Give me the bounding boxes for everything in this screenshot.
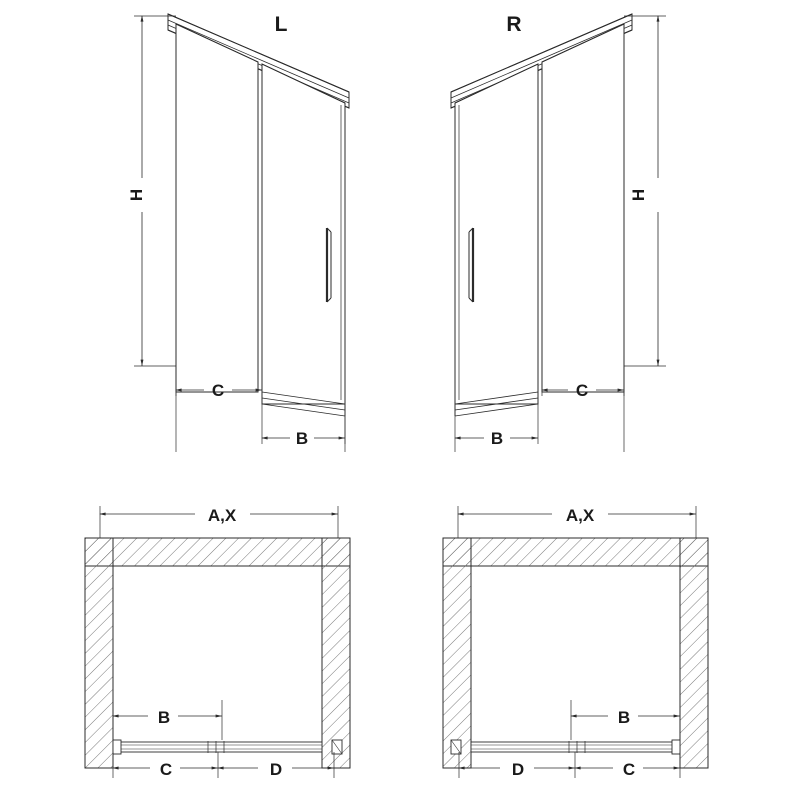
sliding-door-panel-left	[262, 64, 345, 404]
dim-label-C-left: C	[211, 381, 225, 400]
elevation-view-right	[451, 14, 666, 452]
wall-top-left	[85, 538, 350, 566]
fixed-panel-right	[538, 24, 624, 392]
wall-left-left	[85, 538, 113, 768]
sliding-door-panel-right	[455, 64, 538, 404]
dim-label-D-plan-right: D	[511, 760, 525, 779]
dim-label-C-plan-right: C	[622, 760, 636, 779]
dim-label-C-right: C	[575, 381, 589, 400]
plan-rails-left	[113, 740, 342, 754]
dim-label-D-plan-left: D	[269, 760, 283, 779]
dim-label-B-plan-left: B	[157, 708, 171, 727]
wall-left-right	[443, 538, 471, 768]
elevation-view-left	[134, 14, 349, 452]
plan-view-right	[443, 506, 708, 778]
dim-label-B-plan-right: B	[617, 708, 631, 727]
fixed-panel-left	[176, 24, 262, 392]
dim-label-H-right: H	[629, 188, 648, 202]
view-label-right: R	[506, 13, 522, 36]
wall-top-right	[443, 538, 708, 566]
wall-right-left	[322, 538, 350, 768]
view-label-left: L	[274, 13, 288, 36]
dim-label-B-right: B	[490, 429, 504, 448]
dim-label-B-left: B	[295, 429, 309, 448]
dim-label-AX-plan-left: A,X	[207, 506, 237, 525]
dim-label-AX-plan-right: A,X	[565, 506, 595, 525]
dim-label-C-plan-left: C	[159, 760, 173, 779]
dim-label-H-left: H	[127, 188, 146, 202]
wall-right-right	[680, 538, 708, 768]
plan-view-left	[85, 506, 350, 778]
plan-rails-right	[451, 740, 680, 754]
